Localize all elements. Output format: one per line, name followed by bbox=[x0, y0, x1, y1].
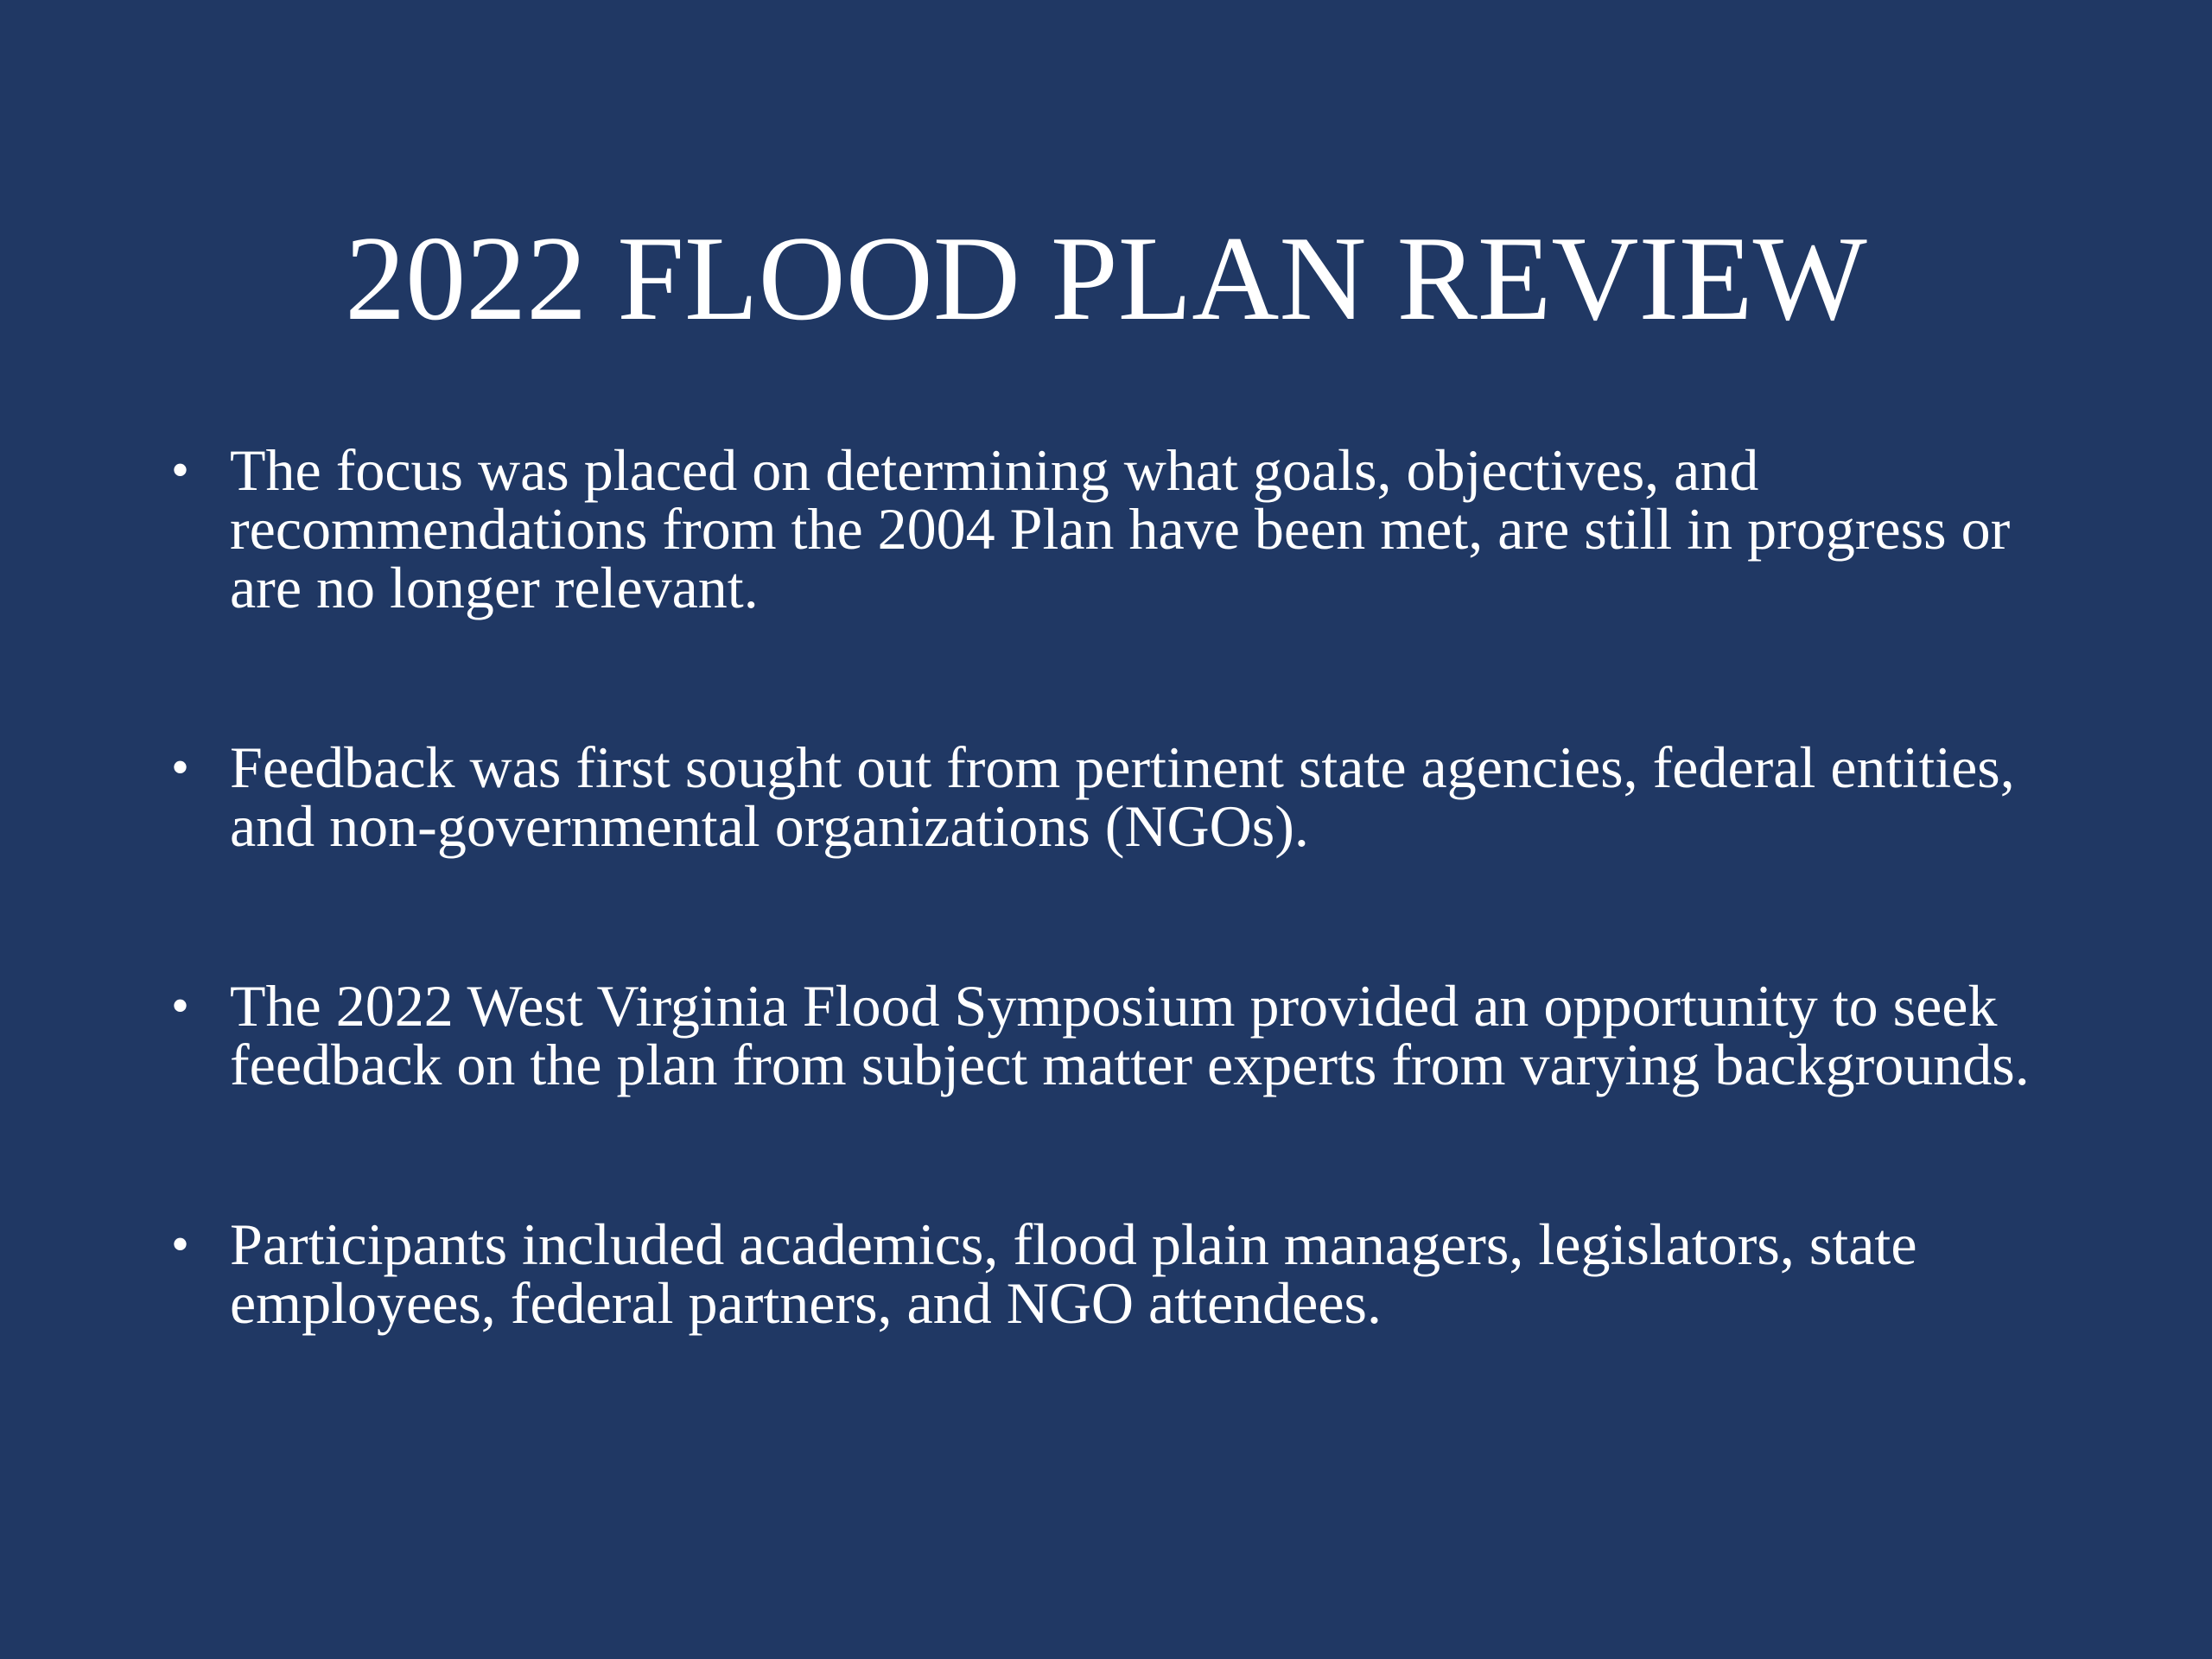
bullet-icon: • bbox=[171, 977, 190, 1034]
bullet-item-1 bbox=[164, 437, 2091, 620]
bullet-item-4 bbox=[164, 1211, 2091, 1336]
bullet-icon: • bbox=[171, 739, 190, 796]
slide-title: 2022 FLOOD PLAN REVIEW bbox=[345, 212, 1867, 346]
bullet-text-3: The 2022 West Virginia Flood Symposium provided an opportunity to seek feedback on the plan from subject matter experts from varying backgrounds. bbox=[230, 973, 2030, 1097]
bullet-item-3 bbox=[164, 973, 2091, 1097]
bullet-item-2 bbox=[164, 734, 2091, 859]
bullet-text-1: The focus was placed on determining what goals, objectives, and recommendations from the 2004 Plan have been met, are still in progress or are no longer relevant. bbox=[230, 437, 2011, 620]
bullet-text-2: Feedback was first sought out from pertinent state agencies, federal entities, and non-governmental organizations (NGOs). bbox=[230, 734, 2015, 859]
bullet-list bbox=[164, 437, 2091, 1453]
bullet-text-4: Participants included academics, flood plain managers, legislators, state employees, federal partners, and NGO attendees. bbox=[230, 1211, 1917, 1336]
bullet-icon: • bbox=[171, 1216, 190, 1273]
bullet-icon: • bbox=[171, 442, 190, 499]
